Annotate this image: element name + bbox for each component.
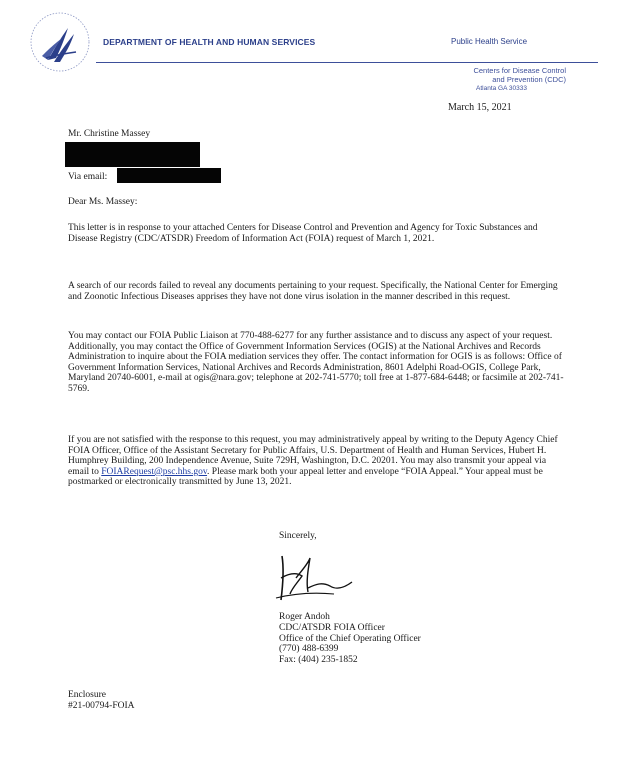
paragraph-3: You may contact our FOIA Public Liaison at 770-488-6277 for any further assistance and to discuss any aspect of your request. Additionally, you may contact the Office of Government Information Services (OGIS) at the National Archives and Records Administration to inquire about the FOIA mediation services they offer. The contact information for OGIS is as follows: Office of Government Information Services, National Archives and Records Administration, 8601 Adelphi Road-OGIS, College Park, Maryland 20740-6001, e-mail at ogis@nara.gov; telephone at 202-741-5770; toll free at 1-877-684-6448; or facsimile at 202-741-5769. (68, 331, 564, 394)
salutation: Dear Ms. Massey: (68, 197, 138, 207)
paragraph-1: This letter is in response to your attached Centers for Disease Control and Prevention and Agency for Toxic Substances and Disease Registry (CDC/ATSDR) Freedom of Information Act (FOIA) request of March 1, 2021. (68, 223, 538, 244)
agency-city: Atlanta GA 30333 (476, 84, 527, 92)
enclosure-block (68, 690, 135, 712)
reference-number: #21-00794-FOIA (68, 700, 135, 711)
department-name: DEPARTMENT OF HEALTH AND HUMAN SERVICES (103, 37, 316, 47)
recipient-name: Mr. Christine Massey (68, 129, 151, 139)
signatory-title: CDC/ATSDR FOIA Officer (279, 622, 385, 633)
paragraph-2: A search of our records failed to reveal any documents pertaining to your request. Specifically, the National Center for Emerging and Zoonotic Infectious Diseases apprises they have not done virus isolation in the manner described in this request. (68, 281, 558, 302)
foia-email-link[interactable]: FOIARequest@psc.hhs.gov (101, 466, 208, 477)
signatory-fax: Fax: (404) 235-1852 (279, 655, 358, 666)
enclosure-label: Enclosure (68, 690, 106, 700)
paragraph-4-text: If you are not satisfied with the response to this request, you may administratively appeal by writing to the Deputy Agency Chief FOIA Officer, Office of the Assistant Secretary for Public Affairs, U.S. Department of Health and Human Services, Hubert H. Humphrey Building, 200 Independence Avenue, Suite 729H, Washington, D.C. 20201. You may also transmit your appeal via email to (68, 435, 558, 477)
signatory-block (279, 612, 421, 666)
hhs-eagle-logo-icon (28, 10, 92, 74)
signatory-name: Roger Andoh (279, 612, 330, 622)
handwritten-signature (272, 548, 356, 606)
redaction-block (65, 142, 200, 167)
closing: Sincerely, (279, 531, 317, 541)
agency-line-2: and Prevention (CDC) (492, 74, 566, 84)
signatory-office: Office of the Chief Operating Officer (279, 633, 421, 644)
signatory-phone: (770) 488-6399 (279, 644, 339, 655)
paragraph-4 (68, 435, 564, 488)
service-name: Public Health Service (451, 37, 528, 46)
agency-line-1: Centers for Disease Control (473, 66, 566, 75)
header-divider (96, 62, 598, 63)
redaction-block (117, 168, 221, 183)
paragraph-4-text-end: . Please mark both your appeal letter and envelope “FOIA Appeal.” Your appeal must be postmarked or electronically transmitted by June 13, 2021. (68, 466, 543, 488)
agency-address (420, 67, 566, 93)
letter-date: March 15, 2021 (448, 102, 512, 113)
via-email-label: Via email: (68, 172, 108, 182)
